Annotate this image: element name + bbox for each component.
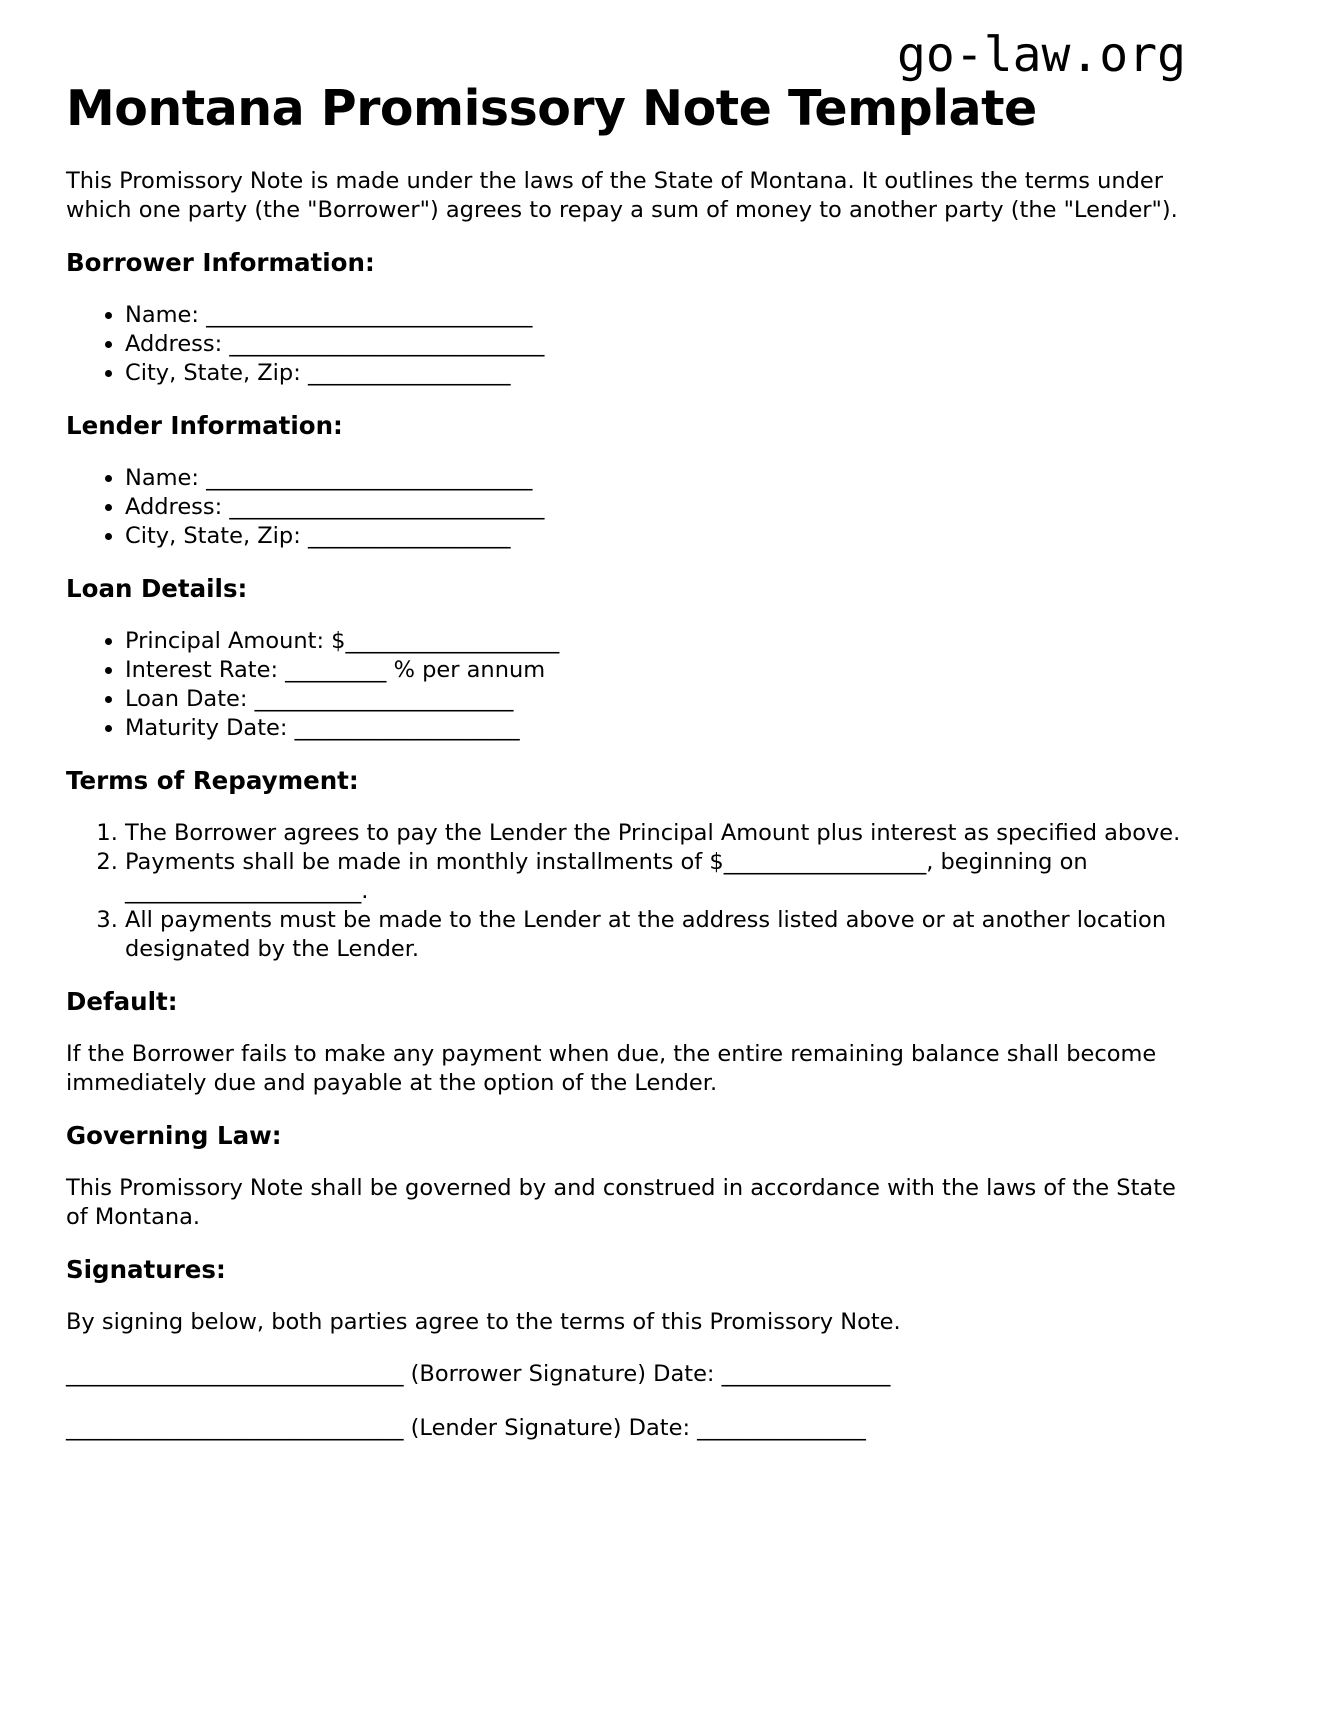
list-item: • Name: _____________________________ (125, 464, 1245, 493)
list-item: • Name: _____________________________ (125, 301, 1245, 330)
list-item: 3. All payments must be made to the Lender at the address listed above or at another location designated by the Lender. (125, 906, 1245, 964)
list-item: • City, State, Zip: __________________ (125, 359, 1245, 388)
borrower-information-list (66, 301, 1245, 388)
governing-law-heading: Governing Law: (66, 1121, 282, 1151)
intro-paragraph: This Promissory Note is made under the laws of the State of Montana. It outlines the terms under which one party (the "Borrower") agrees to repay a sum of money to another party (the "Lender"). (66, 168, 1178, 224)
lender-information-list (66, 464, 1245, 551)
list-item: • Address: ____________________________ (125, 330, 1245, 359)
list-item: • Maturity Date: ____________________ (125, 714, 1245, 743)
loan-details-heading: Loan Details: (66, 574, 248, 604)
terms-of-repayment-list (66, 819, 1245, 964)
signatures-paragraph: By signing below, both parties agree to the terms of this Promissory Note. (66, 1309, 901, 1336)
default-heading: Default: (66, 987, 178, 1017)
lender-signature-line: ______________________________ (Lender Signature) Date: _______________ (66, 1415, 866, 1442)
governing-law-paragraph: This Promissory Note shall be governed by and construed in accordance with the laws of the State of Montana. (66, 1175, 1176, 1231)
list-item: • Interest Rate: _________ % per annum (125, 656, 1245, 685)
borrower-information-heading: Borrower Information: (66, 248, 375, 278)
default-paragraph: If the Borrower fails to make any payment when due, the entire remaining balance shall become immediately due and payable at the option of the Lender. (66, 1041, 1157, 1097)
list-item: • City, State, Zip: __________________ (125, 522, 1245, 551)
loan-details-list (66, 627, 1245, 743)
lender-information-heading: Lender Information: (66, 411, 343, 441)
terms-of-repayment-heading: Terms of Repayment: (66, 766, 359, 796)
page-title: Montana Promissory Note Template (66, 80, 1037, 138)
list-item: 2. Payments shall be made in monthly installments of $__________________, beginning on _____________________. (125, 848, 1245, 906)
list-item: • Loan Date: _______________________ (125, 685, 1245, 714)
list-item: 1. The Borrower agrees to pay the Lender the Principal Amount plus interest as specified above. (125, 819, 1245, 848)
signatures-heading: Signatures: (66, 1255, 226, 1285)
borrower-signature-line: ______________________________ (Borrower Signature) Date: _______________ (66, 1361, 891, 1388)
list-item: • Principal Amount: $___________________ (125, 627, 1245, 656)
site-logo: go-law.org (897, 27, 1186, 83)
list-item: • Address: ____________________________ (125, 493, 1245, 522)
